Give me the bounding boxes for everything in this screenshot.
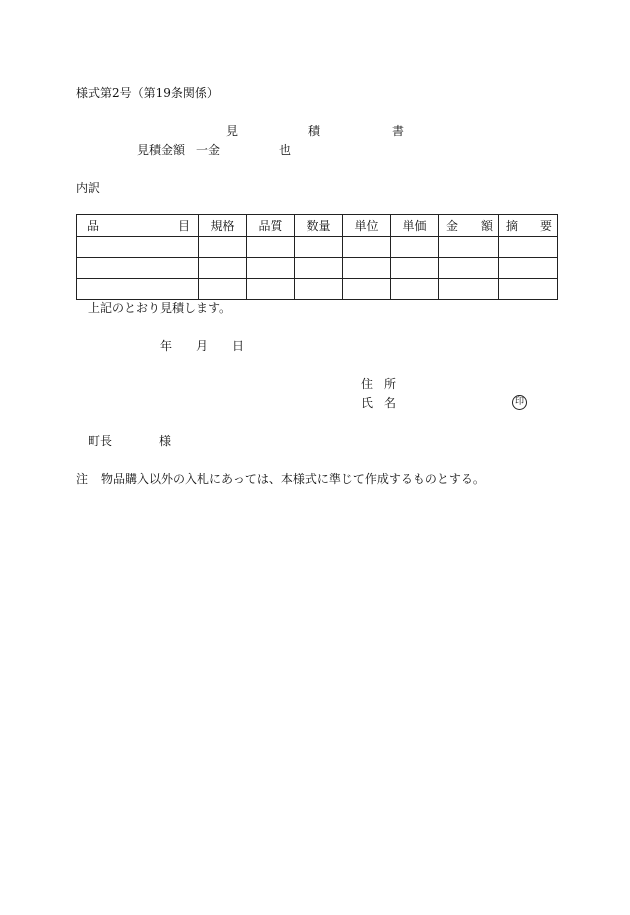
header-remarks: 摘 要 (499, 215, 558, 237)
address-label-char-1: 住 (361, 377, 374, 391)
table-cell[interactable] (77, 258, 199, 279)
table-cell[interactable] (391, 237, 439, 258)
date-day-label: 日 (232, 339, 245, 353)
table-cell[interactable] (499, 279, 558, 300)
note-label: 注 (76, 472, 89, 486)
breakdown-table (76, 214, 558, 300)
table-cell[interactable] (343, 279, 391, 300)
table-row (77, 258, 558, 279)
table-cell[interactable] (391, 279, 439, 300)
table-cell[interactable] (199, 237, 247, 258)
statement: 上記のとおり見積します。 (88, 301, 232, 315)
table-cell[interactable] (499, 237, 558, 258)
header-item: 品 目 (77, 215, 199, 237)
table-cell[interactable] (343, 258, 391, 279)
addressee-title: 町長 (88, 434, 113, 448)
table-header-row (77, 215, 558, 237)
address-label-char-2: 所 (384, 377, 397, 391)
name-label-char-2: 名 (384, 396, 397, 410)
title-char-3: 書 (392, 124, 405, 138)
header-quantity: 数量 (295, 215, 343, 237)
addressee-honorific: 様 (159, 434, 172, 448)
seal-mark-icon: 印 (512, 395, 527, 410)
header-amount: 金 額 (439, 215, 499, 237)
header-unit-price: 単価 (391, 215, 439, 237)
table-cell[interactable] (77, 237, 199, 258)
table-row (77, 279, 558, 300)
table-cell[interactable] (439, 237, 499, 258)
date-year-label: 年 (160, 339, 173, 353)
table-cell[interactable] (295, 237, 343, 258)
header-unit: 単位 (343, 215, 391, 237)
form-id: 様式第2号（第19条関係） (76, 86, 219, 100)
table-cell[interactable] (199, 279, 247, 300)
table-cell[interactable] (247, 279, 295, 300)
amount-label: 見積金額 (137, 143, 186, 157)
table-cell[interactable] (391, 258, 439, 279)
table-cell[interactable] (77, 279, 199, 300)
title-char-1: 見 (226, 124, 239, 138)
table-row (77, 237, 558, 258)
table-cell[interactable] (439, 258, 499, 279)
table-cell[interactable] (343, 237, 391, 258)
title-char-2: 積 (308, 124, 321, 138)
amount-prefix: 一金 (196, 143, 221, 157)
name-label-char-1: 氏 (361, 396, 374, 410)
date-month-label: 月 (196, 339, 209, 353)
breakdown-label: 内訳 (76, 181, 101, 195)
header-spec: 規格 (199, 215, 247, 237)
header-quality: 品質 (247, 215, 295, 237)
note-text: 物品購入以外の入札にあっては、本様式に準じて作成するものとする。 (101, 472, 485, 486)
table-cell[interactable] (295, 279, 343, 300)
table-cell[interactable] (247, 237, 295, 258)
table-cell[interactable] (499, 258, 558, 279)
table-cell[interactable] (247, 258, 295, 279)
amount-suffix: 也 (279, 143, 292, 157)
table-cell[interactable] (199, 258, 247, 279)
table-cell[interactable] (295, 258, 343, 279)
table-cell[interactable] (439, 279, 499, 300)
